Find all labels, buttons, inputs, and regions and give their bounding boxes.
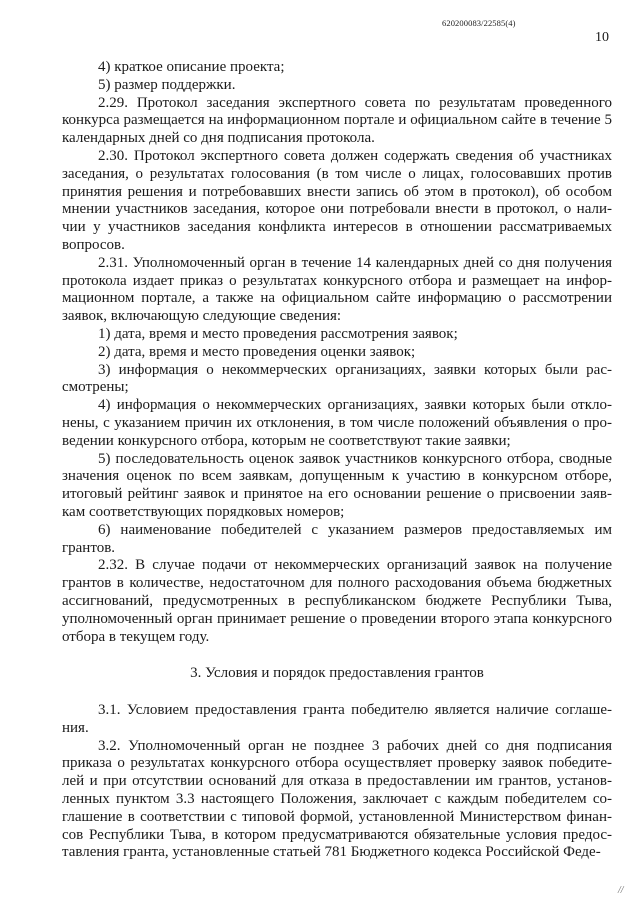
paragraph: 2.31. Уполномоченный орган в течение 14 календарных дней со дня получения протокола издает приказ о результатах конкурсного отбора и размещает на информационном портале, а также на официальном сайте информацию о рассмотрении заявок, включающую следующие сведения:	[62, 254, 612, 325]
paragraph: 2.32. В случае подачи от некоммерческих организаций заявок на получение грантов в количестве, недостаточном для полного расходования объема бюджетных ассигнований, предусмотренных в республиканском бюджете Республики Тыва, уполномоченный орган принимает решение о проведении второго этапа конкурсного отбора в текущем году.	[62, 557, 612, 645]
paragraph: 2.29. Протокол заседания экспертного совета по результатам проведенного конкурса размещается на информационном портале и официальном сайте в течение 5 календарных дней со дня подписания протокола.	[62, 94, 612, 147]
paragraph: 5) размер поддержки.	[98, 76, 236, 93]
paragraph: 5) последовательность оценок заявок участников конкурсного отбора, сводные значения оценок по всем заявкам, допущенным к участию в конкурсном отборе, итоговый рейтинг заявок и принятое на его основании решение о присвоении заявкам соответствующих порядковых номеров;	[62, 450, 612, 520]
paragraph: 4) информация о некоммерческих организациях, заявки которых были отклонены, с указанием причин их отклонения, в том числе положений объявления о проведении конкурсного отбора, которым не соответствуют такие заявки;	[62, 397, 612, 449]
paragraph: 3.2. Уполномоченный орган не позднее 3 рабочих дней со дня подписания приказа о результатах конкурсного отбора осуществляет проверку заявок победителей и при отсутствии оснований для отказа в предоставлении им грантов, установленных пунктом 3.3 настоящего Положения, заключает с каждым победителем соглашение в соответствии с типовой формой, установленной Министерством финансов Республики Тыва, в котором предусматриваются обязательные условия предоставления гранта, установленные статьей 781 Бюджетного кодекса Российской Феде-	[62, 737, 612, 861]
paragraph: 1) дата, время и место проведения рассмотрения заявок;	[98, 325, 458, 342]
paragraph: 4) краткое описание проекта;	[98, 59, 285, 75]
section-heading: 3. Условия и порядок предоставления грантов	[190, 665, 484, 682]
paragraph: 3) информация о некоммерческих организациях, заявки которых были рассмотрены;	[62, 361, 612, 396]
paragraph: 2.30. Протокол экспертного совета должен содержать сведения об участниках заседания, о результатах голосования (в том числе о лицах, голосовавших против принятия решения и потребовавших внести запись об этом в протокол), об особом мнении участников заседания, которое они потребовали внести в протокол, о наличии у участников заседания конфликта интересов в отношении рассматриваемых вопросов.	[62, 147, 612, 253]
document-body	[62, 59, 612, 862]
corner-mark: //	[618, 885, 624, 896]
paragraph: 6) наименование победителей с указанием размеров предоставляемых им грантов.	[62, 521, 612, 556]
document-code: 620200083/22585(4)	[442, 18, 516, 28]
page-number: 10	[595, 30, 609, 45]
paragraph: 3.1. Условием предоставления гранта победителю является наличие соглашения.	[62, 702, 612, 736]
paragraph: 2) дата, время и место проведения оценки заявок;	[98, 343, 416, 360]
